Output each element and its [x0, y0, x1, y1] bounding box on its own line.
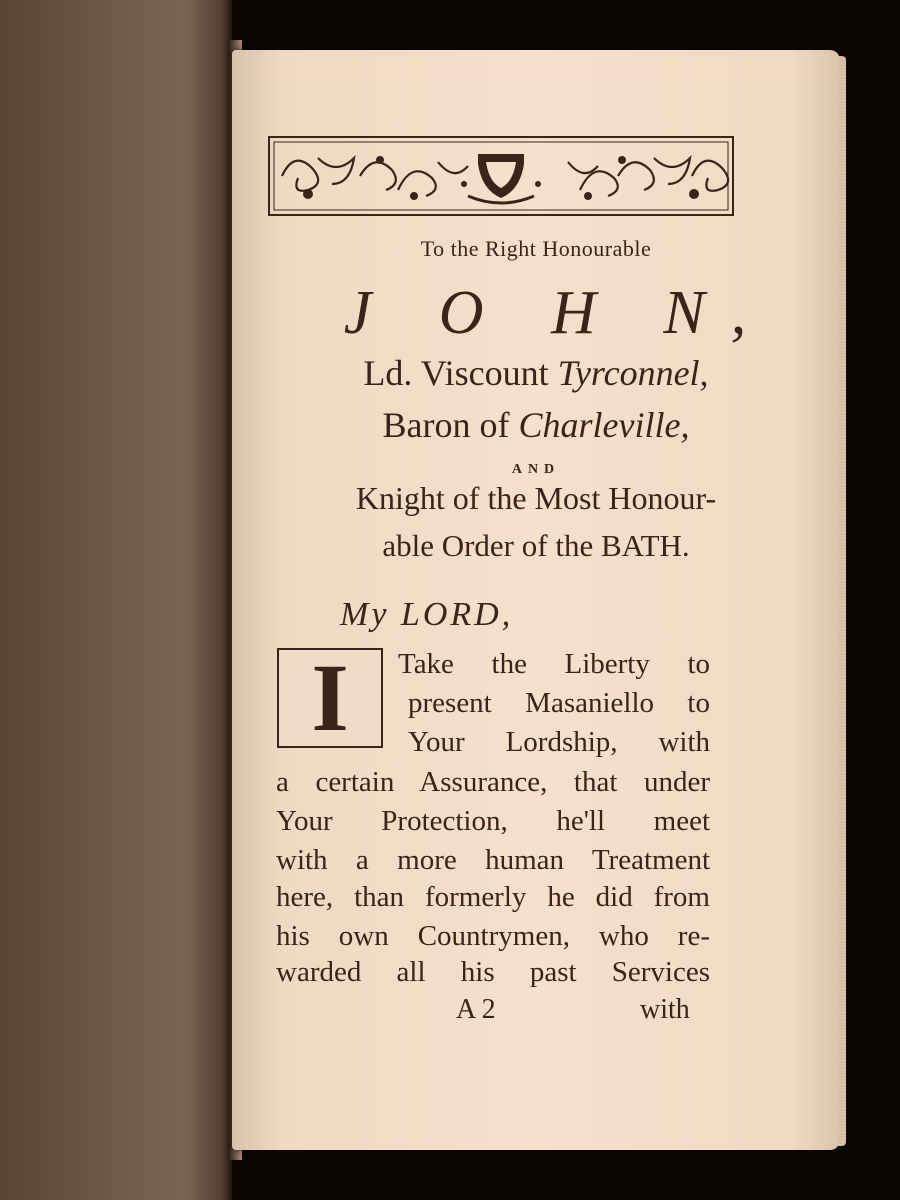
decorated-initial [277, 644, 383, 751]
salutation: My LORD, [340, 596, 514, 633]
letter-line: Your Lordship, with [408, 726, 710, 758]
conjunction: AND [511, 462, 561, 477]
letter-line: Your Protection, he'll meet [276, 805, 710, 837]
drop-cap-letter: I [311, 644, 349, 751]
catchword: with [640, 994, 690, 1025]
book-cover-board [0, 0, 232, 1200]
letter-line: warded all his past Services [276, 956, 710, 988]
letter-line: here, than formerly he did from [276, 881, 710, 913]
dedication-intro: To the Right Honourable [420, 236, 652, 261]
page-edges [838, 56, 846, 1146]
title-place: Tyrconnel, [557, 353, 709, 393]
dedicatee-name: J O H N, [343, 279, 773, 347]
title-prefix: Baron of [382, 405, 510, 445]
dedicatee-title-baron [232, 404, 840, 446]
letter-line: present Masaniello to [408, 687, 710, 719]
dedicatee-title-viscount [232, 352, 840, 394]
letter-line: with a more human Treatment [276, 844, 710, 876]
headpiece-ornament [268, 136, 734, 216]
title-prefix: Ld. Viscount [363, 353, 549, 393]
letter-line: his own Countrymen, who re- [276, 920, 710, 952]
title-place: Charleville, [518, 405, 690, 445]
signature-mark: A 2 [456, 994, 496, 1025]
letter-line: a certain Assurance, that under [276, 766, 710, 798]
order-line-1: Knight of the Most Honour- [355, 480, 717, 516]
order-line-2: able Order of the BATH. [382, 528, 690, 563]
letter-line: Take the Liberty to [398, 648, 710, 680]
